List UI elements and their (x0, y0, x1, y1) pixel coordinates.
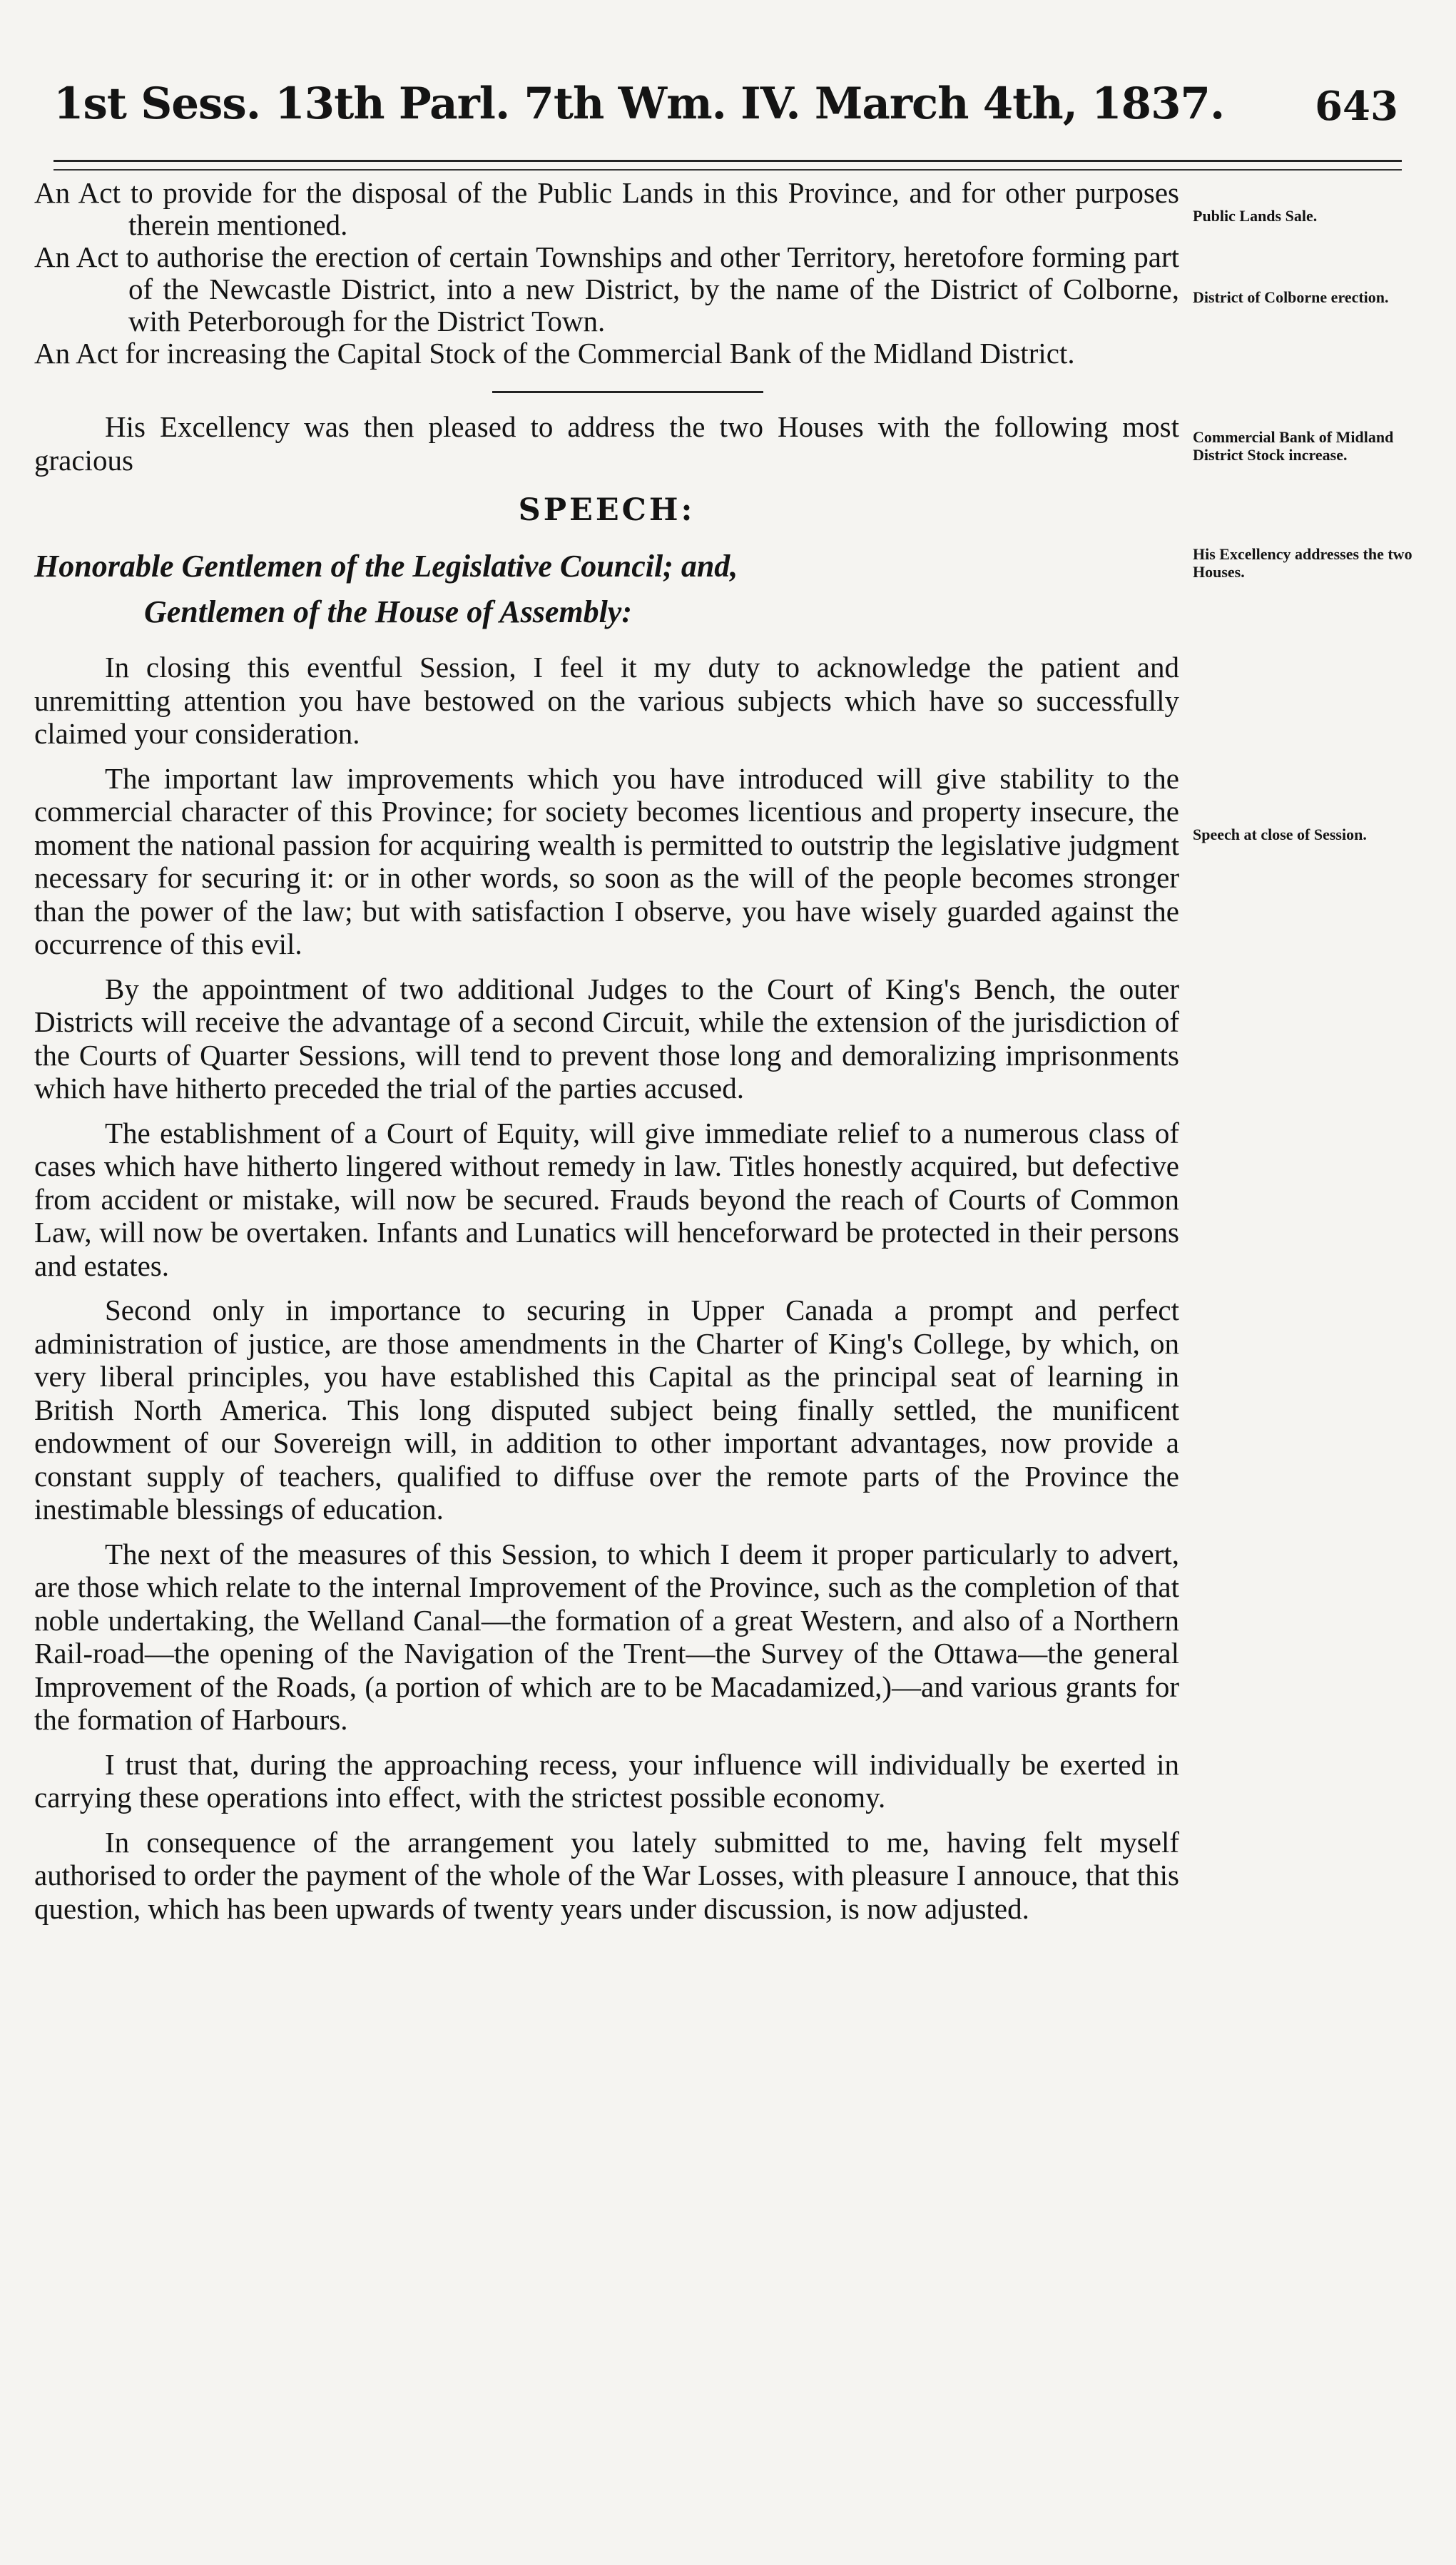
act-district-colborne: An Act to authorise the erection of certain Townships and other Territory, heretofore forming part of the Newcastle District, into a new District, by the name of the District of Colborne, with Peterborough for the District Town. (34, 240, 1179, 337)
paragraph-war-losses: In consequence of the arrangement you lately submitted to me, having felt myself authorised to order the payment of the whole of the War Losses, with pleasure I annouce, that this question, which has been upwards of twenty years under discussion, is now adjusted. (34, 1825, 1179, 1925)
main-text (34, 177, 1179, 1936)
act-commercial-bank: An Act for increasing the Capital Stock of the Commercial Bank of the Midland District. (34, 337, 1075, 370)
margin-note-speech-close: Speech at close of Session. (1193, 826, 1367, 843)
paragraph-law-improvements: The important law improvements which you have introduced will give stability to the commercial character of this Province; for society becomes licentious and property insecure, the moment the national passion for acquiring wealth is permitted to outstrip the legislative judgment necessary for securing it: or in other words, so soon as the will of the people becomes stronger than the power of the law; but with satisfaction I observe, you have wisely guarded against the occurrence of this evil. (34, 761, 1179, 960)
page-number: 643 (1315, 83, 1398, 130)
intro-paragraph: His Excellency was then pleased to address the two Houses with the following most gracious (34, 410, 1179, 477)
paragraph-court-of-equity: The establishment of a Court of Equity, will give immediate relief to a numerous class of cases which have hitherto lingered without remedy in law. Titles honestly acquired, but defective from accident or mistake, will now be secured. Frauds beyond the reach of Courts of Common Law, will now be overtaken. Infants and Lunatics will henceforward be protected in their persons and estates. (34, 1116, 1179, 1282)
paragraph-judges: By the appointment of two additional Judges to the Court of King's Bench, the outer Districts will receive the advantage of a second Circuit, while the extension of the jurisdiction of the Courts of Quarter Sessions, will tend to prevent those long and demoralizing imprisonments which have hitherto preceded the trial of the parties accused. (34, 972, 1179, 1104)
running-head (50, 78, 1398, 143)
paragraph-kings-college: Second only in importance to securing in Upper Canada a prompt and perfect administration of justice, are those amendments in the Charter of King's College, by which, on very liberal principles, you have established this Capital as the principal seat of learning in British North America. This long disputed subject being finally settled, the munificent endowment of our Sovereign will, in addition to other important advantages, now provide a constant supply of teachers, qualified to diffuse over the remote parts of the Province the inestimable blessings of education. (34, 1294, 1179, 1525)
paragraph-internal-improvement: The next of the measures of this Session, to which I deem it proper particularly to advert, are those which relate to the internal Improvement of the Province, such as the completion of that noble undertaking, the Welland Canal—the formation of a great Western, and also of a Northern Rail-road—the opening of the Navigation of the Trent—the Survey of the Ottawa—the general Improvement of the Roads, (a portion of which are to be Macadamized,)—and various grants for the formation of Harbours. (34, 1537, 1179, 1736)
paragraph-closing-session: In closing this eventful Session, I feel it my duty to acknowledge the patient and unremitting attention you have bestowed on the various subjects which have so successfully claimed your consideration. (34, 651, 1179, 750)
session-title: 1st Sess. 13th Parl. 7th Wm. IV. March 4th, 1837. (54, 78, 1225, 129)
margin-note-his-excellency: His Excellency addresses the two Houses. (1193, 545, 1412, 581)
margin-note-colborne: District of Colborne erection. (1193, 288, 1389, 306)
header-rule (54, 160, 1402, 171)
speech-heading: SPEECH: (518, 492, 696, 528)
act-public-lands: An Act to provide for the disposal of the Public Lands in this Province, and for other purposes therein mentioned. (34, 176, 1179, 241)
section-divider (492, 391, 763, 393)
address-legislative-council: Honorable Gentlemen of the Legislative Council; and, (34, 549, 738, 584)
margin-note-public-lands: Public Lands Sale. (1193, 207, 1318, 225)
margin-note-commercial-bank: Commercial Bank of Midland District Stock increase. (1193, 428, 1394, 464)
paragraph-recess: I trust that, during the approaching recess, your influence will individually be exerted in carrying these operations into effect, with the strictest possible economy. (34, 1747, 1179, 1814)
address-house-of-assembly: Gentlemen of the House of Assembly: (144, 594, 632, 629)
